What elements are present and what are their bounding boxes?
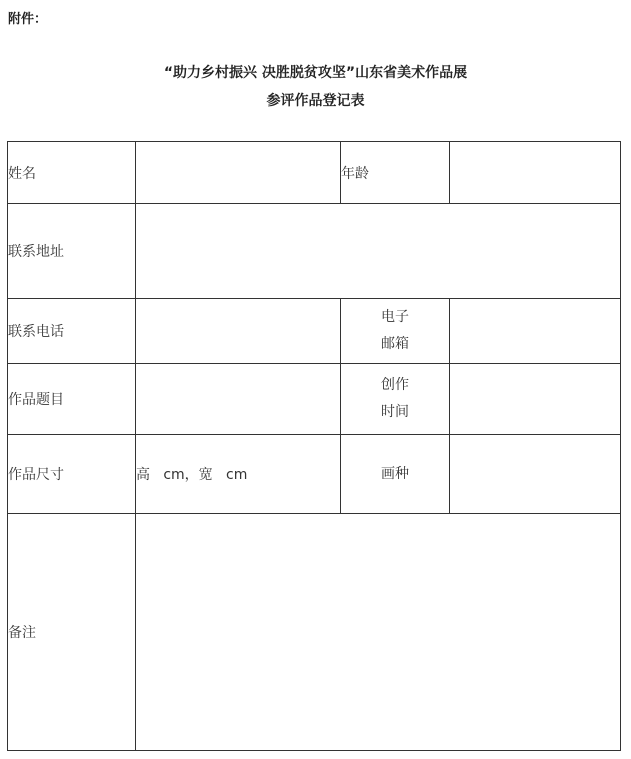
row-phone-email <box>8 299 621 364</box>
work-size-field[interactable]: 高 cm，宽 cm <box>136 435 341 514</box>
email-field[interactable] <box>450 299 621 364</box>
document-subtitle: 参评作品登记表 <box>266 93 365 109</box>
email-label <box>341 299 450 364</box>
name-field[interactable] <box>136 142 341 204</box>
remarks-label: 备注 <box>8 514 136 751</box>
address-field[interactable] <box>136 204 621 299</box>
creation-time-label <box>341 364 450 435</box>
row-title-time <box>8 364 621 435</box>
work-size-label: 作品尺寸 <box>8 435 136 514</box>
registration-form-table <box>7 141 621 751</box>
genre-label: 画种 <box>341 435 450 514</box>
attachment-label: 附件： <box>8 12 48 27</box>
remarks-field[interactable] <box>136 514 621 751</box>
email-label-line1: 电子 <box>381 309 409 325</box>
document-title: “助力乡村振兴 决胜脱贫攻坚”山东省美术作品展 <box>163 65 468 81</box>
work-title-label: 作品题目 <box>8 364 136 435</box>
phone-label: 联系电话 <box>8 299 136 364</box>
row-size-genre <box>8 435 621 514</box>
age-label: 年龄 <box>341 142 450 204</box>
genre-field[interactable] <box>450 435 621 514</box>
age-field[interactable] <box>450 142 621 204</box>
creation-time-field[interactable] <box>450 364 621 435</box>
name-label: 姓名 <box>8 142 136 204</box>
row-remarks <box>8 514 621 751</box>
email-label-line2: 邮箱 <box>381 336 409 352</box>
phone-field[interactable] <box>136 299 341 364</box>
work-title-field[interactable] <box>136 364 341 435</box>
creation-time-line2: 时间 <box>381 404 409 420</box>
row-address <box>8 204 621 299</box>
address-label: 联系地址 <box>8 204 136 299</box>
creation-time-line1: 创作 <box>381 377 409 393</box>
row-name-age <box>8 142 621 204</box>
